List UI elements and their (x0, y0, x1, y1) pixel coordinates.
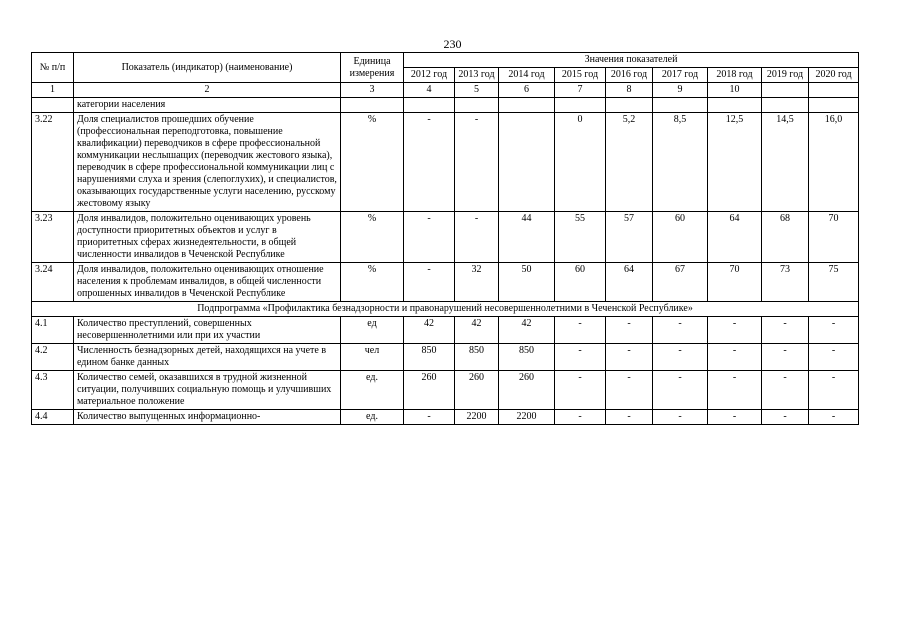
value-cell: - (708, 344, 762, 371)
unit-cell: % (341, 263, 404, 302)
header-year: 2018 год (708, 68, 762, 83)
value-cell: 8,5 (653, 113, 708, 212)
row-number: 3.24 (32, 263, 74, 302)
value-cell: 0 (555, 113, 606, 212)
header-num: № п/п (32, 53, 74, 83)
value-cell: 850 (499, 344, 555, 371)
value-cell: - (708, 371, 762, 410)
column-number: 6 (499, 83, 555, 98)
table-row (32, 263, 859, 302)
value-cell: - (555, 344, 606, 371)
column-number: 4 (404, 83, 455, 98)
value-cell: - (708, 317, 762, 344)
value-cell: 32 (455, 263, 499, 302)
indicators-table (31, 52, 859, 425)
value-cell: - (606, 344, 653, 371)
table-row (32, 410, 859, 425)
unit-cell: ед (341, 317, 404, 344)
value-cell: - (762, 317, 809, 344)
header-year: 2017 год (653, 68, 708, 83)
value-cell: - (762, 371, 809, 410)
value-cell: - (653, 317, 708, 344)
unit-cell: % (341, 113, 404, 212)
value-cell: - (555, 371, 606, 410)
value-cell: - (653, 410, 708, 425)
value-cell: - (762, 344, 809, 371)
column-number: 3 (341, 83, 404, 98)
value-cell: - (708, 410, 762, 425)
value-cell (499, 113, 555, 212)
value-cell: 42 (404, 317, 455, 344)
value-cell: - (653, 371, 708, 410)
subprogram-title: Подпрограмма «Профилактика безнадзорности и правонарушений несовершеннолетними в Чеченской Республике» (32, 302, 859, 317)
value-cell: - (455, 113, 499, 212)
value-cell: 68 (762, 212, 809, 263)
column-number: 10 (708, 83, 762, 98)
value-cell: - (606, 371, 653, 410)
header-year: 2013 год (455, 68, 499, 83)
column-number (762, 83, 809, 98)
column-number-row (32, 83, 859, 98)
row-number: 4.1 (32, 317, 74, 344)
value-cell: 70 (708, 263, 762, 302)
column-number: 9 (653, 83, 708, 98)
header-year: 2014 год (499, 68, 555, 83)
indicator-name: Численность безнадзорных детей, находящихся на учете в едином банке данных (74, 344, 341, 371)
value-cell: 70 (809, 212, 859, 263)
row-number: 3.23 (32, 212, 74, 263)
page-number: 230 (443, 37, 462, 51)
value-cell: 260 (455, 371, 499, 410)
value-cell: 57 (606, 212, 653, 263)
continuation-row (32, 98, 859, 113)
indicator-name: Количество преступлений, совершенных несовершеннолетними или при их участии (74, 317, 341, 344)
subprogram-row (32, 302, 859, 317)
value-cell: 75 (809, 263, 859, 302)
indicator-name: Количество семей, оказавшихся в трудной жизненной ситуации, получивших социальную помощь и улучшивших материальное положение (74, 371, 341, 410)
value-cell: - (555, 317, 606, 344)
header-row-1 (32, 53, 859, 68)
unit-cell: чел (341, 344, 404, 371)
value-cell: - (606, 410, 653, 425)
column-number (809, 83, 859, 98)
header-year: 2020 год (809, 68, 859, 83)
unit-cell: ед. (341, 410, 404, 425)
value-cell: - (606, 317, 653, 344)
header-year: 2016 год (606, 68, 653, 83)
table-row (32, 371, 859, 410)
column-number: 8 (606, 83, 653, 98)
value-cell: 12,5 (708, 113, 762, 212)
value-cell: 2200 (499, 410, 555, 425)
value-cell: - (404, 410, 455, 425)
indicator-name: Доля специалистов прошедших обучение (профессиональная переподготовка, повышение квалификации) переводчиков в сфере профессиональной коммуникации неслышащих (переводчик жестового языка), переводчик в сфере профессиональной коммуникации лиц с нарушениями слуха и зрения (слепоглухих), и специалистов, оказывающих государственные услуги населению, русскому жестовому языку (74, 113, 341, 212)
row-number: 4.2 (32, 344, 74, 371)
value-cell: - (404, 113, 455, 212)
value-cell: - (555, 410, 606, 425)
value-cell: 14,5 (762, 113, 809, 212)
value-cell: 42 (499, 317, 555, 344)
table-row (32, 212, 859, 263)
table-row (32, 317, 859, 344)
indicator-name: Доля инвалидов, положительно оценивающих отношение населения к проблемам инвалидов, в общей численности опрошенных инвалидов в Чеченской Республике (74, 263, 341, 302)
value-cell: 60 (555, 263, 606, 302)
value-cell: 55 (555, 212, 606, 263)
column-number: 2 (74, 83, 341, 98)
value-cell: 44 (499, 212, 555, 263)
row-number: 4.4 (32, 410, 74, 425)
unit-cell: ед. (341, 371, 404, 410)
value-cell: - (762, 410, 809, 425)
column-number: 7 (555, 83, 606, 98)
column-number: 1 (32, 83, 74, 98)
table-row (32, 113, 859, 212)
value-cell: - (404, 212, 455, 263)
indicator-name: Доля инвалидов, положительно оценивающих уровень доступности приоритетных объектов и услуг в приоритетных сферах жизнедеятельности, в общей численности инвалидов в Чеченской Республике (74, 212, 341, 263)
header-indicator: Показатель (индикатор) (наименование) (74, 53, 341, 83)
header-year: 2012 год (404, 68, 455, 83)
value-cell: 60 (653, 212, 708, 263)
row-number: 4.3 (32, 371, 74, 410)
header-values-group: Значения показателей (404, 53, 859, 68)
value-cell: 260 (404, 371, 455, 410)
value-cell: 850 (404, 344, 455, 371)
value-cell: - (809, 317, 859, 344)
value-cell: - (455, 212, 499, 263)
column-number: 5 (455, 83, 499, 98)
value-cell: 64 (606, 263, 653, 302)
value-cell: - (809, 344, 859, 371)
value-cell: 16,0 (809, 113, 859, 212)
value-cell: 64 (708, 212, 762, 263)
header-year: 2019 год (762, 68, 809, 83)
value-cell: - (653, 344, 708, 371)
value-cell: - (809, 371, 859, 410)
value-cell: 5,2 (606, 113, 653, 212)
row-number: 3.22 (32, 113, 74, 212)
table-row (32, 344, 859, 371)
header-year: 2015 год (555, 68, 606, 83)
value-cell: 42 (455, 317, 499, 344)
header-unit: Единица измерения (341, 53, 404, 83)
value-cell: - (404, 263, 455, 302)
value-cell: 2200 (455, 410, 499, 425)
value-cell: 260 (499, 371, 555, 410)
value-cell: 67 (653, 263, 708, 302)
value-cell: 50 (499, 263, 555, 302)
indicator-name: Количество выпущенных информационно- (74, 410, 341, 425)
continuation-text: категории населения (74, 98, 341, 113)
value-cell: 850 (455, 344, 499, 371)
unit-cell: % (341, 212, 404, 263)
value-cell: 73 (762, 263, 809, 302)
value-cell: - (809, 410, 859, 425)
